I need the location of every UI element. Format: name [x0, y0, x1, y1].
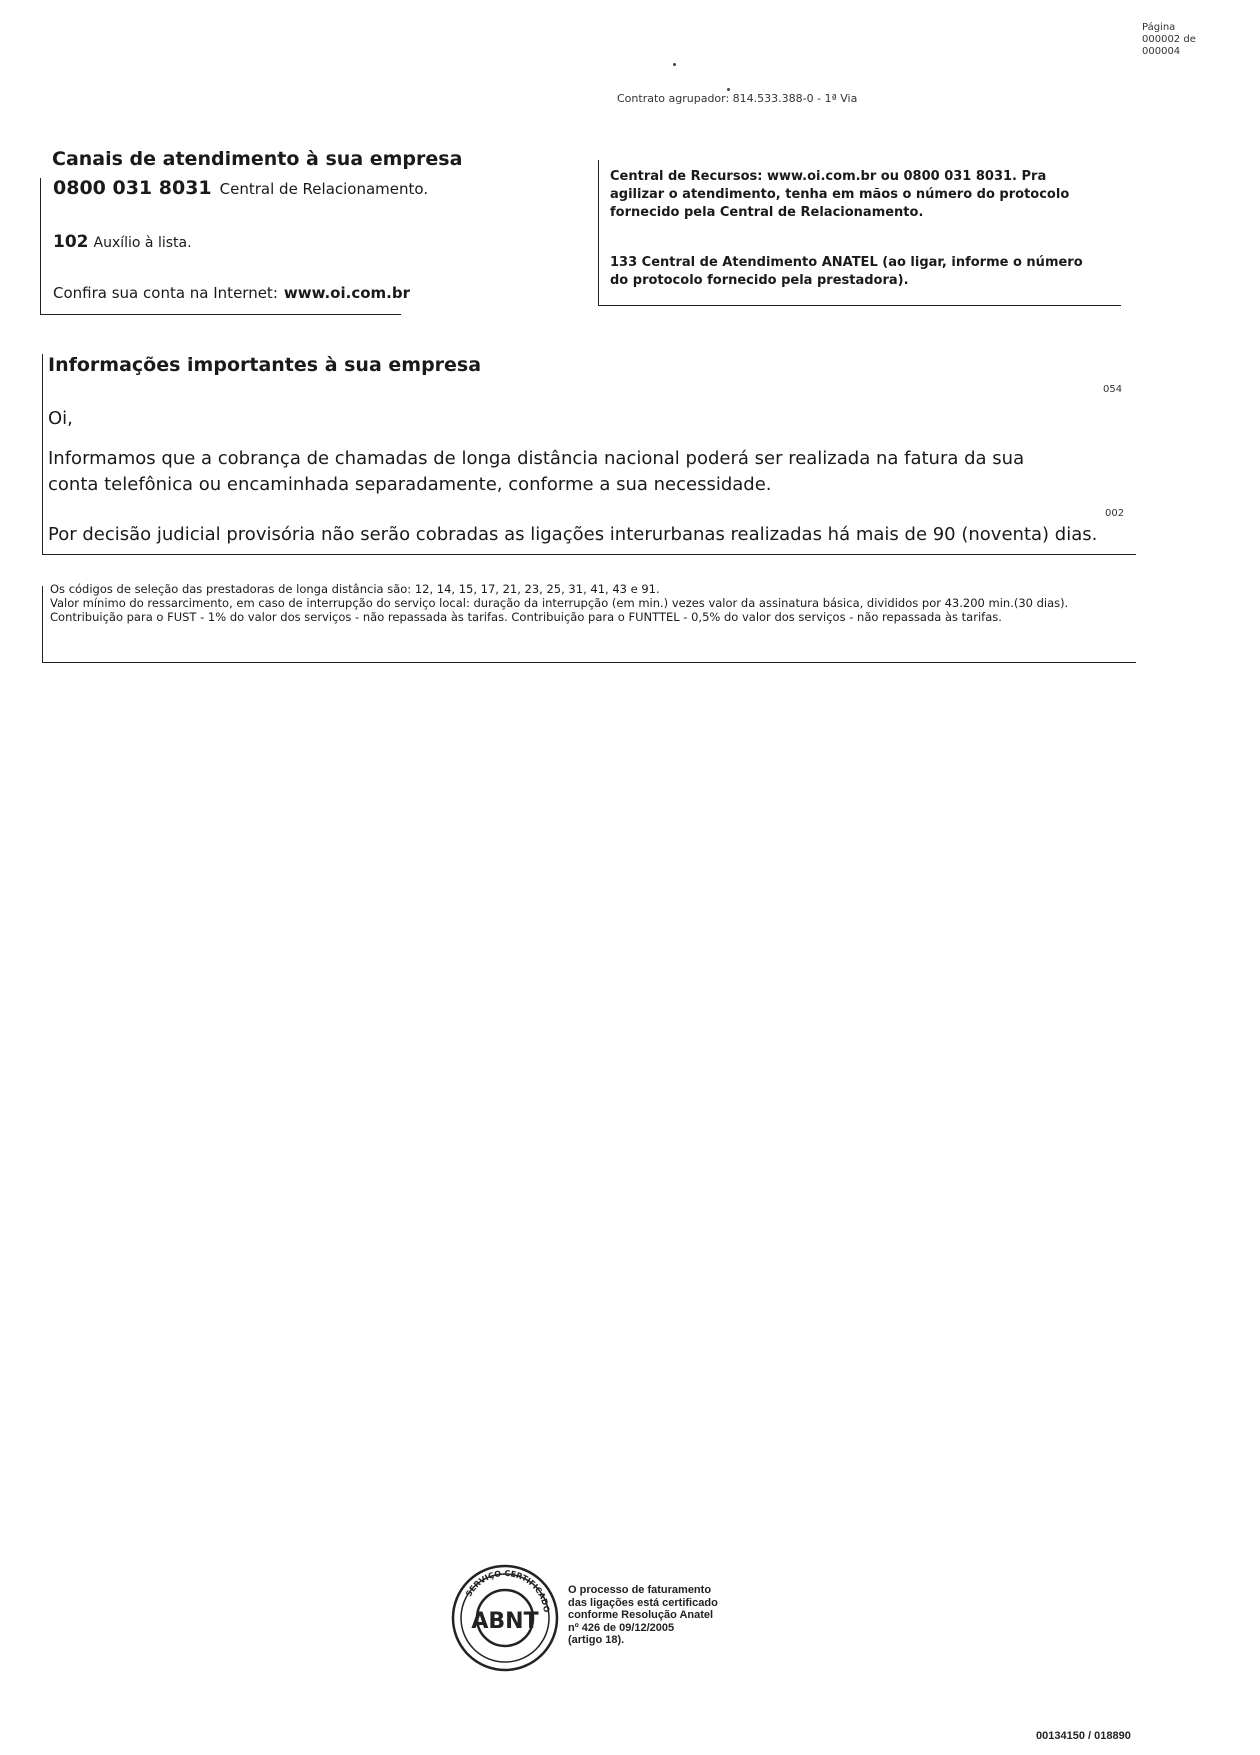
relationship-phone-number: 0800 031 8031: [53, 177, 212, 199]
seal-caption-line: conforme Resolução Anatel: [568, 1609, 714, 1621]
internet-url: www.oi.com.br: [283, 284, 410, 302]
info-title: Informações importantes à sua empresa: [48, 354, 482, 376]
seal-caption-line: nº 426 de 09/12/2005: [568, 1621, 675, 1634]
internet-line: [53, 284, 410, 302]
regulatory-notes: [50, 582, 1140, 624]
relationship-phone-desc: Central de Relacionamento.: [219, 180, 429, 198]
info-code-mid: 002: [1105, 508, 1125, 519]
page-indicator-current: 000002 de: [1142, 34, 1196, 45]
notes-contributions: Contribuição para o FUST - 1% do valor dos serviços - não repassada às tarifas. Contribuição para o FUNTTEL - 0,5% do valor dos serviços - não repassada às tarifas.: [50, 610, 1002, 624]
info-paragraph-1: Informamos que a cobrança de chamadas de longa distância nacional poderá ser realizada na fatura da sua conta telefônica ou encaminhada separadamente, conforme a sua necessidade.: [48, 448, 1025, 495]
list-assistance-number: 102: [53, 232, 89, 252]
seal-caption: [568, 1584, 748, 1647]
seal-caption-line: (artigo 18).: [568, 1634, 625, 1646]
info-greeting: Oi,: [48, 408, 73, 429]
seal-caption-line: das ligações está certificado: [568, 1596, 718, 1609]
info-code-top: 054: [1103, 384, 1123, 395]
seal-caption-line: O processo de faturamento: [568, 1584, 712, 1596]
footer-code: 00134150 / 018890: [1036, 1730, 1131, 1742]
page-indicator: [1142, 22, 1232, 58]
notes-carrier-codes: Os códigos de seleção das prestadoras de longa distância são: 12, 14, 15, 17, 21, 23, 25, 31, 41, 43 e 91.: [50, 582, 660, 596]
list-assistance-desc: Auxílio à lista.: [93, 235, 192, 251]
abnt-seal-icon: [446, 1556, 564, 1674]
page-indicator-total: 000004: [1142, 46, 1181, 57]
notes-refund: Valor mínimo do ressarcimento, em caso de interrupção do serviço local: duração da interrupção (em min.) vezes valor da assinatura básica, divididos por 43.200 min.(30 dias).: [50, 596, 1069, 610]
internet-label: Confira sua conta na Internet:: [53, 284, 278, 302]
seal-ring-text: SERVIÇO CERTIFICADO: [464, 1568, 552, 1613]
scan-dot: [727, 88, 730, 91]
page-indicator-label: Página: [1142, 22, 1176, 33]
resources-text: Central de Recursos: www.oi.com.br ou 0800 031 8031. Pra agilizar o atendimento, tenha em mãos o número do protocolo fornecido pela Central de Relacionamento.: [610, 169, 1070, 220]
scan-dot: [673, 63, 676, 66]
contract-number: Contrato agrupador: 814.533.388-0 - 1ª Via: [617, 92, 858, 105]
list-assistance: [53, 232, 192, 252]
relationship-phone: [53, 177, 428, 199]
seal-logo-text: ABNT: [471, 1609, 539, 1634]
info-paragraph-2: Por decisão judicial provisória não serão cobradas as ligações interurbanas realizadas há mais de 90 (noventa) dias.: [48, 524, 1098, 545]
channels-title: Canais de atendimento à sua empresa: [52, 148, 463, 170]
anatel-text: 133 Central de Atendimento ANATEL (ao ligar, informe o número do protocolo fornecido pela prestadora).: [610, 255, 1083, 288]
